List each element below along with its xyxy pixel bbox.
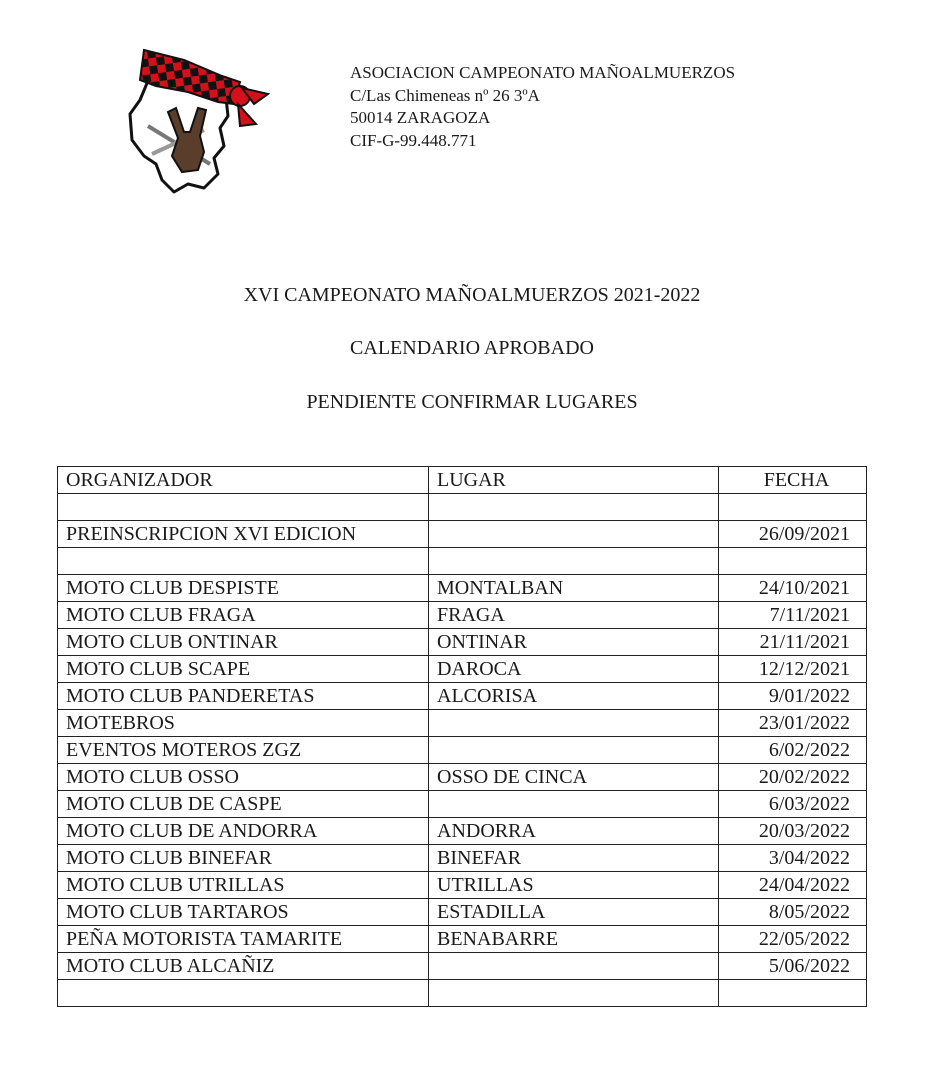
cell-organizador: MOTO CLUB UTRILLAS [58,872,429,899]
table-row [58,926,867,953]
table-row [58,683,867,710]
table-row [58,710,867,737]
cell-fecha: 22/05/2022 [719,926,867,953]
cell-organizador: MOTO CLUB BINEFAR [58,845,429,872]
cell-lugar [429,953,719,980]
cell-lugar [429,737,719,764]
table-row [58,818,867,845]
table-row [58,629,867,656]
cell-lugar: ALCORISA [429,683,719,710]
cell-fecha: 20/02/2022 [719,764,867,791]
cell-fecha [719,980,867,1007]
cell-fecha: 7/11/2021 [719,602,867,629]
cell-fecha: 3/04/2022 [719,845,867,872]
table-row [58,656,867,683]
cell-organizador: MOTO CLUB TARTAROS [58,899,429,926]
cell-organizador: MOTO CLUB ALCAÑIZ [58,953,429,980]
cell-lugar: BINEFAR [429,845,719,872]
table-row [58,602,867,629]
cell-organizador: PEÑA MOTORISTA TAMARITE [58,926,429,953]
cell-fecha: 5/06/2022 [719,953,867,980]
cell-fecha: 20/03/2022 [719,818,867,845]
cell-organizador: EVENTOS MOTEROS ZGZ [58,737,429,764]
association-city: 50014 ZARAGOZA [350,108,491,127]
cell-fecha: 8/05/2022 [719,899,867,926]
championship-title: XVI CAMPEONATO MAÑOALMUERZOS 2021-2022 [243,284,701,306]
calendar-table [57,466,867,1007]
cell-organizador: MOTO CLUB DE ANDORRA [58,818,429,845]
cell-lugar [429,710,719,737]
table-row [58,791,867,818]
cell-fecha: 21/11/2021 [719,629,867,656]
table-row [58,764,867,791]
table-row [58,899,867,926]
cell-fecha: 24/10/2021 [719,575,867,602]
table-row [58,548,867,575]
calendar-subtitle: CALENDARIO APROBADO [350,337,594,359]
header-fecha: FECHA [719,467,867,494]
table-row [58,845,867,872]
cell-organizador: MOTO CLUB FRAGA [58,602,429,629]
association-cif: CIF-G-99.448.771 [350,130,477,150]
cell-lugar: ONTINAR [429,629,719,656]
association-name: ASOCIACION CAMPEONATO MAÑOALMUERZOS [350,63,736,82]
cell-organizador [58,494,429,521]
header-organizador: ORGANIZADOR [58,467,429,494]
cell-lugar: OSSO DE CINCA [429,764,719,791]
cell-organizador: MOTO CLUB DESPISTE [58,575,429,602]
table-row [58,872,867,899]
table-row [58,980,867,1007]
table-row [58,575,867,602]
table-row [58,494,867,521]
table-row [58,737,867,764]
cell-lugar: ESTADILLA [429,899,719,926]
cell-organizador: MOTO CLUB SCAPE [58,656,429,683]
cell-fecha: 9/01/2022 [719,683,867,710]
cell-organizador: MOTO CLUB PANDERETAS [58,683,429,710]
cell-organizador: MOTO CLUB DE CASPE [58,791,429,818]
cell-lugar: UTRILLAS [429,872,719,899]
cell-fecha: 23/01/2022 [719,710,867,737]
cell-fecha: 24/04/2022 [719,872,867,899]
cell-organizador: MOTO CLUB ONTINAR [58,629,429,656]
cell-lugar [429,521,719,548]
cell-fecha: 6/02/2022 [719,737,867,764]
cell-lugar [429,548,719,575]
cell-lugar: MONTALBAN [429,575,719,602]
cell-fecha [719,494,867,521]
cell-organizador: PREINSCRIPCION XVI EDICION [58,521,429,548]
cell-lugar [429,494,719,521]
cell-organizador: MOTEBROS [58,710,429,737]
association-logo-icon [122,46,272,196]
cell-lugar: ANDORRA [429,818,719,845]
table-row [58,521,867,548]
association-address: C/Las Chimeneas nº 26 3ºA [350,85,540,105]
cell-fecha [719,548,867,575]
cell-lugar: FRAGA [429,602,719,629]
cell-organizador: MOTO CLUB OSSO [58,764,429,791]
pending-note: PENDIENTE CONFIRMAR LUGARES [306,391,638,413]
cell-lugar: DAROCA [429,656,719,683]
cell-lugar: BENABARRE [429,926,719,953]
cell-organizador [58,548,429,575]
association-header [350,62,735,152]
header-lugar: LUGAR [429,467,719,494]
cell-organizador [58,980,429,1007]
cell-lugar [429,980,719,1007]
table-row [58,953,867,980]
cell-fecha: 26/09/2021 [719,521,867,548]
table-header-row [58,467,867,494]
cell-fecha: 12/12/2021 [719,656,867,683]
cell-lugar [429,791,719,818]
cell-fecha: 6/03/2022 [719,791,867,818]
